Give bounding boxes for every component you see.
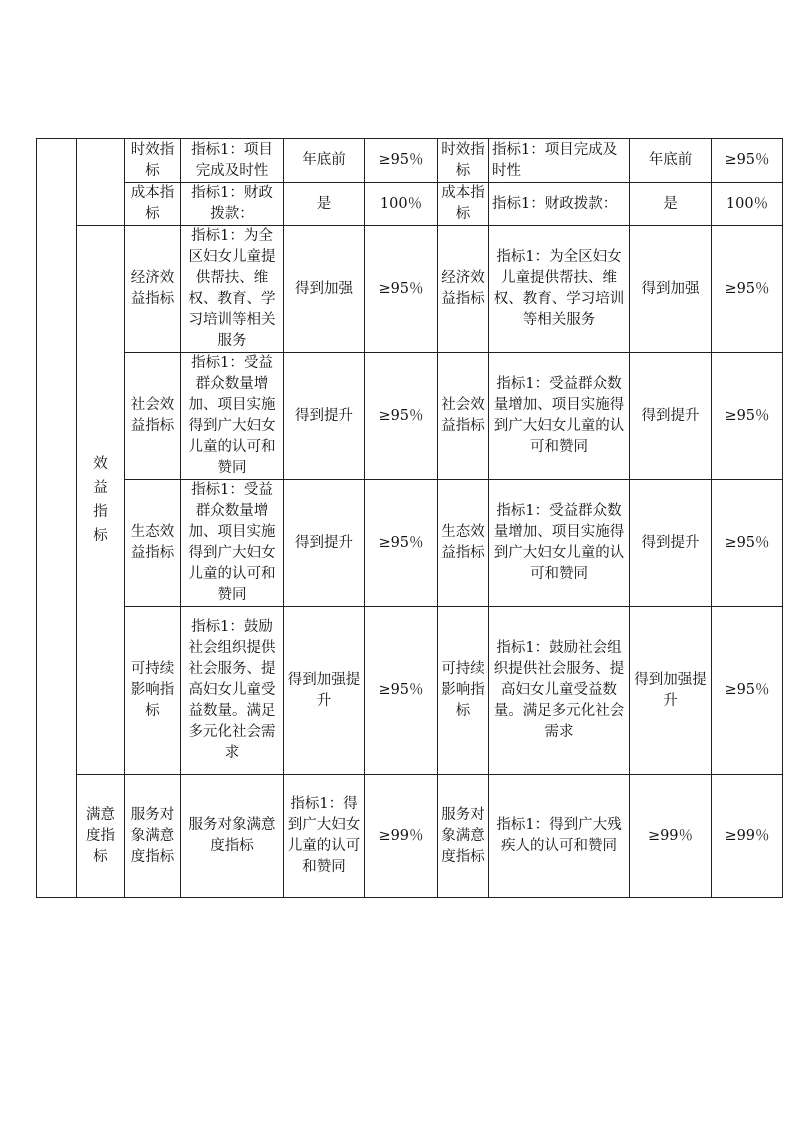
target-cell-b: 是 (630, 183, 712, 226)
level3-cell: 社会效益指标 (125, 353, 181, 480)
level3-cell-b: 服务对象满意度指标 (438, 775, 489, 898)
value-cell: ≥99％ (365, 775, 438, 898)
target-cell: 得到加强提升 (284, 607, 365, 775)
level3-cell-b: 可持续影响指标 (438, 607, 489, 775)
indicator-cell: 指标1：为全区妇女儿童提供帮扶、维权、教育、学习培训等相关服务 (181, 226, 284, 353)
level3-cell-b: 成本指标 (438, 183, 489, 226)
level3-cell-b: 时效指标 (438, 139, 489, 183)
indicator-cell-b: 指标1：受益群众数量增加、项目实施得到广大妇女儿童的认可和赞同 (489, 353, 630, 480)
performance-indicator-table (36, 138, 783, 898)
target-cell-b: 得到加强提升 (630, 607, 712, 775)
table-row-ecological (37, 480, 783, 607)
value-cell-b: ≥95％ (712, 480, 783, 607)
level3-cell: 可持续影响指标 (125, 607, 181, 775)
indicator-cell-b: 指标1：为全区妇女儿童提供帮扶、维权、教育、学习培训等相关服务 (489, 226, 630, 353)
value-cell-b: ≥99％ (712, 775, 783, 898)
indicator-cell-b: 指标1：财政拨款： (489, 183, 630, 226)
indicator-cell: 指标1：鼓励社会组织提供社会服务、提高妇女儿童受益数量。满足多元化社会需求 (181, 607, 284, 775)
indicator-cell-b: 指标1：得到广大残疾人的认可和赞同 (489, 775, 630, 898)
target-cell-b: 得到加强 (630, 226, 712, 353)
value-cell-b: 100％ (712, 183, 783, 226)
indicator-cell: 指标1：财政拨款： (181, 183, 284, 226)
target-cell-b: 年底前 (630, 139, 712, 183)
value-cell: 100％ (365, 183, 438, 226)
indicator-cell: 服务对象满意度指标 (181, 775, 284, 898)
level3-cell-b: 经济效益指标 (438, 226, 489, 353)
value-cell: ≥95％ (365, 353, 438, 480)
value-cell-b: ≥95％ (712, 607, 783, 775)
level2-benefit-cell: 效益指标 (77, 226, 125, 775)
value-cell-b: ≥95％ (712, 353, 783, 480)
target-cell: 得到加强 (284, 226, 365, 353)
table-row-satisfaction (37, 775, 783, 898)
target-cell: 指标1：得到广大妇女儿童的认可和赞同 (284, 775, 365, 898)
value-cell: ≥95％ (365, 139, 438, 183)
level3-cell: 时效指标 (125, 139, 181, 183)
level3-cell: 经济效益指标 (125, 226, 181, 353)
target-cell-b: ≥99％ (630, 775, 712, 898)
indicator-cell-b: 指标1：项目完成及时性 (489, 139, 630, 183)
level3-cell: 成本指标 (125, 183, 181, 226)
indicator-cell: 指标1：项目完成及时性 (181, 139, 284, 183)
value-cell: ≥95％ (365, 226, 438, 353)
target-cell: 得到提升 (284, 480, 365, 607)
level1-blank-cell (37, 139, 77, 898)
target-cell: 是 (284, 183, 365, 226)
target-cell-b: 得到提升 (630, 480, 712, 607)
target-cell-b: 得到提升 (630, 353, 712, 480)
table-row-economic (37, 226, 783, 353)
indicator-cell: 指标1：受益群众数量增加、项目实施得到广大妇女儿童的认可和赞同 (181, 353, 284, 480)
level3-cell-b: 社会效益指标 (438, 353, 489, 480)
indicator-cell-b: 指标1：鼓励社会组织提供社会服务、提高妇女儿童受益数量。满足多元化社会需求 (489, 607, 630, 775)
target-cell: 得到提升 (284, 353, 365, 480)
value-cell-b: ≥95％ (712, 226, 783, 353)
level3-cell: 生态效益指标 (125, 480, 181, 607)
level2-satisfaction-cell: 满意度指标 (77, 775, 125, 898)
table-row-time (37, 139, 783, 183)
indicator-cell-b: 指标1：受益群众数量增加、项目实施得到广大妇女儿童的认可和赞同 (489, 480, 630, 607)
table-row-cost (37, 183, 783, 226)
value-cell-b: ≥95％ (712, 139, 783, 183)
value-cell: ≥95％ (365, 607, 438, 775)
level3-cell: 服务对象满意度指标 (125, 775, 181, 898)
table-row-sustainability (37, 607, 783, 775)
level3-cell-b: 生态效益指标 (438, 480, 489, 607)
value-cell: ≥95％ (365, 480, 438, 607)
table-row-social (37, 353, 783, 480)
level2-blank-cell (77, 139, 125, 226)
indicator-cell: 指标1：受益群众数量增加、项目实施得到广大妇女儿童的认可和赞同 (181, 480, 284, 607)
target-cell: 年底前 (284, 139, 365, 183)
